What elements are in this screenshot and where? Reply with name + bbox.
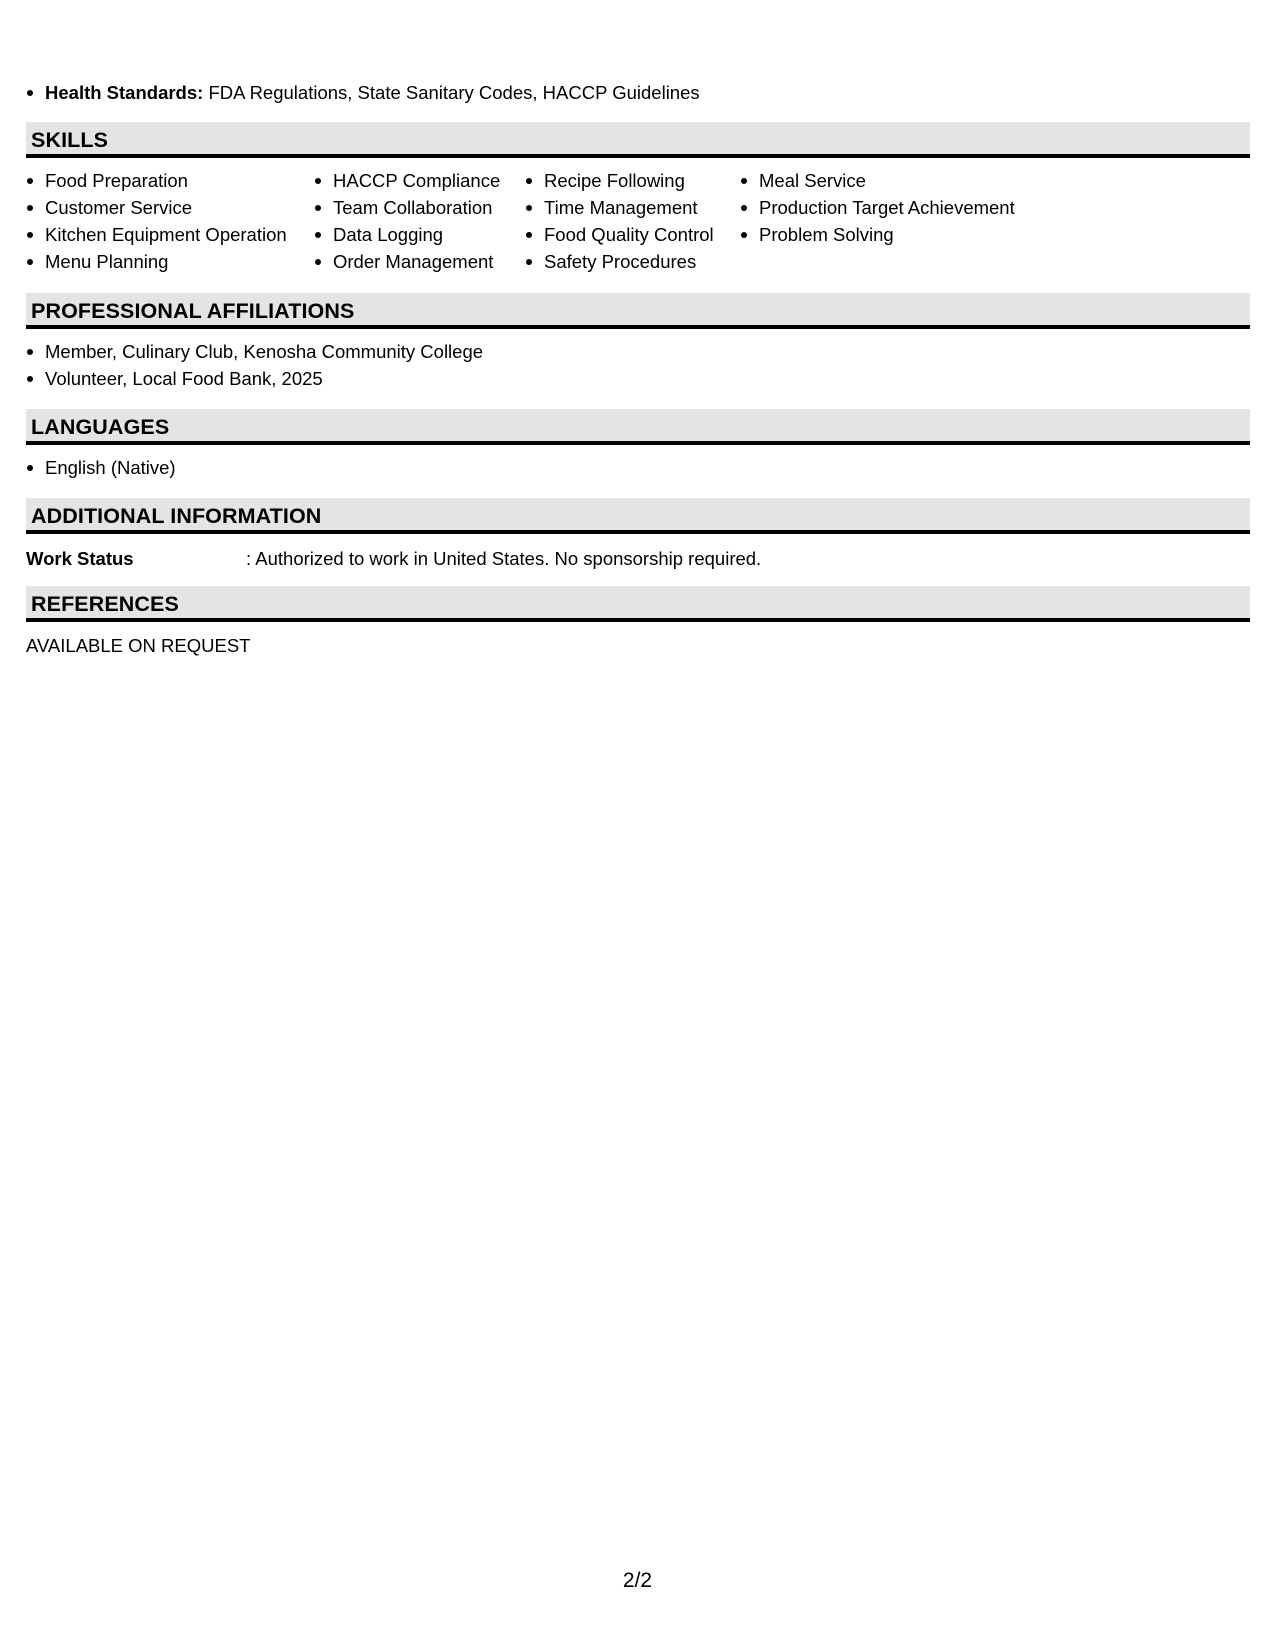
skill-item: Kitchen Equipment Operation: [26, 221, 287, 248]
references-text: AVAILABLE ON REQUEST: [26, 635, 251, 656]
skills-column-3: [525, 167, 714, 275]
affiliations-heading-bar: [26, 293, 1250, 329]
work-status-label: Work Status: [26, 548, 134, 569]
skill-item: Time Management: [525, 194, 714, 221]
skills-column-2: [314, 167, 500, 275]
skill-item: Menu Planning: [26, 248, 287, 275]
skill-item: Data Logging: [314, 221, 500, 248]
skills-heading-bar: [26, 122, 1250, 158]
language-item: English (Native): [26, 454, 176, 481]
languages-heading-bar: [26, 409, 1250, 445]
references-heading-bar: [26, 586, 1250, 622]
skill-item: Food Quality Control: [525, 221, 714, 248]
health-standards-label: Health Standards:: [45, 82, 204, 103]
skill-item: Order Management: [314, 248, 500, 275]
affiliation-item: Volunteer, Local Food Bank, 2025: [26, 365, 483, 392]
skills-column-1: [26, 167, 287, 275]
languages-list: [26, 454, 176, 481]
skill-item: HACCP Compliance: [314, 167, 500, 194]
affiliations-heading: PROFESSIONAL AFFILIATIONS: [31, 299, 355, 323]
languages-heading: LANGUAGES: [31, 415, 170, 439]
references-heading: REFERENCES: [31, 592, 179, 616]
skill-item: Safety Procedures: [525, 248, 714, 275]
skills-column-4: [740, 167, 1015, 248]
list-item: [26, 79, 700, 106]
page-number: 2/2: [622, 1569, 653, 1592]
work-status-value: : Authorized to work in United States. No sponsorship required.: [246, 548, 762, 569]
skills-grid: [26, 167, 1250, 277]
skill-item: Team Collaboration: [314, 194, 500, 221]
health-standards-text: FDA Regulations, State Sanitary Codes, HACCP Guidelines: [203, 82, 700, 103]
skill-item: Customer Service: [26, 194, 287, 221]
skill-item: Problem Solving: [740, 221, 1015, 248]
skill-item: Meal Service: [740, 167, 1015, 194]
health-standards-list: [26, 79, 700, 106]
skill-item: Production Target Achievement: [740, 194, 1015, 221]
additional-info-heading-bar: [26, 498, 1250, 534]
skills-heading: SKILLS: [31, 128, 109, 152]
skill-item: Food Preparation: [26, 167, 287, 194]
affiliation-item: Member, Culinary Club, Kenosha Community College: [26, 338, 483, 365]
affiliations-list: [26, 338, 483, 392]
resume-page: [26, 0, 1250, 1650]
skill-item: Recipe Following: [525, 167, 714, 194]
additional-info-heading: ADDITIONAL INFORMATION: [31, 504, 322, 528]
